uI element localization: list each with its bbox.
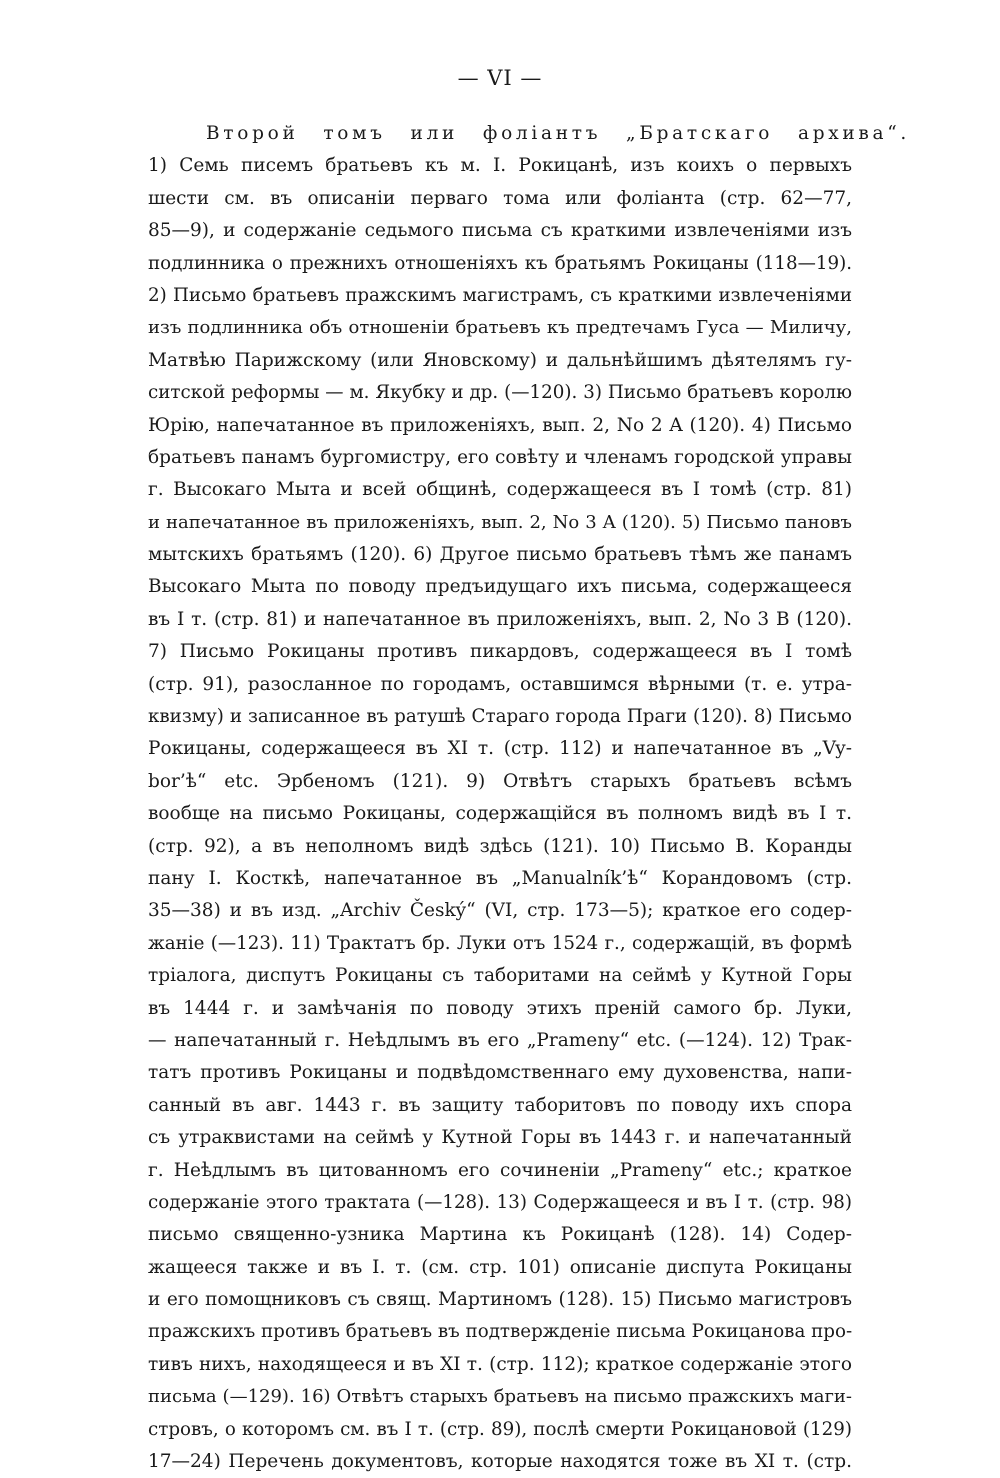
text-line: тріалога, диспутъ Рокицаны съ таборитами на сеймѣ у Кутной Горы (148, 965, 852, 987)
text-line: изъ подлинника объ отношеніи братьевъ къ предтечамъ Гуса — Миличу, (148, 317, 852, 339)
body-text (148, 118, 910, 1478)
text-line: тивъ нихъ, находящееся и въ XI т. (стр. 112); краткое содержаніе этого (148, 1353, 852, 1375)
text-line: пражскихъ противъ братьевъ въ подтвержденіе письма Рокицанова про- (148, 1321, 853, 1343)
text-line: Матвѣю Парижскому (или Яновскому) и дальнѣйшимъ дѣятелямъ гу- (148, 349, 852, 371)
text-line: 17—24) Перечень документовъ, которые находятся тоже въ XI т. (стр. (148, 1451, 852, 1473)
text-line: жаніе (—123). 11) Трактатъ бр. Луки отъ 1524 г., содержащій, въ формѣ (148, 932, 852, 954)
text-line: мытскихъ братьямъ (120). 6) Другое письмо братьевъ тѣмъ же панамъ (148, 544, 852, 566)
page-number: — VI — (457, 66, 543, 90)
text-line: письмо священно-узника Мартина къ Рокицанѣ (128). 14) Содер- (148, 1224, 852, 1246)
text-line: и напечатанное въ приложеніяхъ, вып. 2, No 3 A (120). 5) Письмо пановъ (148, 511, 852, 533)
text-line: шести см. въ описаніи перваго тома или фоліанта (стр. 62—77, (148, 187, 852, 209)
text-line: Второй томъ или фоліантъ „Братскаго архива“. (206, 123, 910, 144)
text-line: пану I. Косткѣ, напечатанное въ „Manualník’ѣ“ Корандовомъ (стр. (148, 867, 852, 889)
text-line: г. Неѣдлымъ въ цитованномъ его сочиненіи „Prameny“ etc.; краткое (148, 1159, 852, 1181)
text-line: 85—9), и содержаніе седьмого письма съ краткими извлеченіями изъ (148, 220, 852, 242)
text-line: квизму) и записанное въ ратушѣ Стараго города Праги (120). 8) Письмо (148, 706, 852, 728)
text-line: Высокаго Мыта по поводу предъидущаго ихъ письма, содержащееся (148, 576, 852, 598)
text-line: подлинника о прежнихъ отношеніяхъ къ братьямъ Рокицаны (118—19). (148, 252, 852, 274)
text-line: Юрію, напечатанное въ приложеніяхъ, вып. 2, No 2 A (120). 4) Письмо (148, 414, 852, 436)
text-line: въ I т. (стр. 81) и напечатанное въ приложеніяхъ, вып. 2, No 3 B (120). (148, 608, 852, 630)
text-line: — напечатанный г. Неѣдлымъ въ его „Prameny“ etc. (—124). 12) Трак- (148, 1029, 852, 1051)
text-line: 2) Письмо братьевъ пражскимъ магистрамъ, съ краткими извлеченіями (148, 284, 852, 306)
text-line: bor’ѣ“ etc. Эрбеномъ (121). 9) Отвѣтъ старыхъ братьевъ всѣмъ (148, 770, 852, 792)
text-line: Рокицаны, содержащееся въ XI т. (стр. 112) и напечатанное въ „Vy- (148, 738, 852, 760)
text-line: жащееся также и въ I. т. (см. стр. 101) описаніе диспута Рокицаны (148, 1256, 852, 1278)
text-line: г. Высокаго Мыта и всей общинѣ, содержащееся въ I томѣ (стр. 81) (148, 479, 852, 501)
text-line: (стр. 92), а въ неполномъ видѣ здѣсь (121). 10) Письмо В. Коранды (148, 835, 852, 857)
text-line: санный въ авг. 1443 г. въ защиту таборитовъ по поводу ихъ спора (148, 1094, 852, 1116)
text-line: въ 1444 г. и замѣчанія по поводу этихъ преній самого бр. Луки, (148, 997, 852, 1019)
text-line: 35—38) и въ изд. „Archiv Český“ (VI, стр. 173—5); краткое его содер- (148, 900, 852, 922)
text-line: и его помощниковъ съ свящ. Мартиномъ (128). 15) Письмо магистровъ (148, 1289, 852, 1311)
text-line: татъ противъ Рокицаны и подвѣдомственнаго ему духовенства, напи- (148, 1062, 852, 1084)
text-line: (стр. 91), разосланное по городамъ, оставшимся вѣрными (т. е. утра- (148, 673, 852, 695)
text-line: ситской реформы — м. Якубку и др. (—120). 3) Письмо братьевъ королю (148, 382, 852, 404)
text-line: письма (—129). 16) Отвѣтъ старыхъ братьевъ на письмо пражскихъ маги- (148, 1386, 852, 1408)
text-line: стровъ, о которомъ см. въ I т. (стр. 89), послѣ смерти Рокицановой (129) (148, 1418, 852, 1440)
text-line: 7) Письмо Рокицаны противъ пикардовъ, содержащееся въ I томѣ (148, 641, 852, 663)
text-line: съ утраквистами на сеймѣ у Кутной Горы въ 1443 г. и напечатанный (148, 1127, 852, 1149)
text-line: 1) Семь писемъ братьевъ къ м. I. Рокицанѣ, изъ коихъ о первыхъ (148, 155, 852, 177)
text-line: братьевъ панамъ бургомистру, его совѣту и членамъ городской управы (148, 446, 852, 468)
text-line: вообще на письмо Рокицаны, содержащійся въ полномъ видѣ въ I т. (148, 803, 852, 825)
text-line: содержаніе этого трактата (—128). 13) Содержащееся и въ I т. (стр. 98) (148, 1191, 852, 1213)
